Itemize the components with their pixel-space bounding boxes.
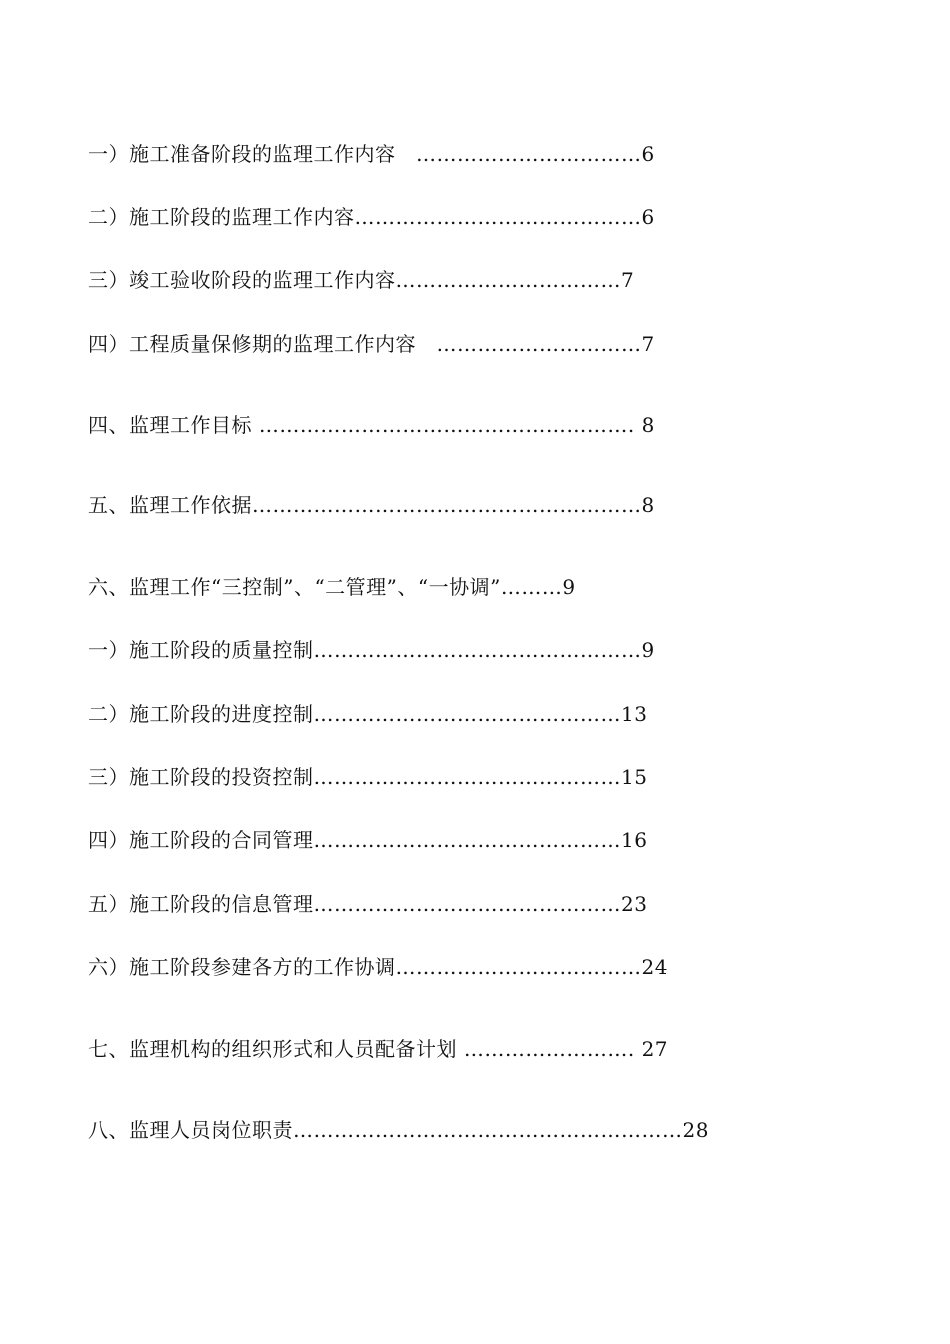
toc-entry[interactable]: 四）施工阶段的合同管理………………………………………16 bbox=[88, 828, 648, 852]
toc-entry[interactable]: 一）施工准备阶段的监理工作内容 ……………………………6 bbox=[88, 142, 655, 166]
toc-entry[interactable]: 五）施工阶段的信息管理………………………………………23 bbox=[88, 892, 648, 916]
toc-entry[interactable]: 三）竣工验收阶段的监理工作内容……………………………7 bbox=[88, 268, 635, 292]
toc-entry[interactable]: 七、监理机构的组织形式和人员配备计划 ……………………. 27 bbox=[88, 1037, 669, 1061]
toc-entry[interactable]: 四、监理工作目标 ………………………………………………. 8 bbox=[88, 413, 655, 437]
toc-entry[interactable]: 二）施工阶段的监理工作内容……………………………………6 bbox=[88, 205, 655, 229]
toc-entry[interactable]: 六）施工阶段参建各方的工作协调………………………………24 bbox=[88, 955, 668, 979]
toc-entry[interactable]: 六、监理工作“三控制”、“二管理”、“一协调”………9 bbox=[88, 575, 576, 599]
toc-entry[interactable]: 一）施工阶段的质量控制…………………………………………9 bbox=[88, 638, 655, 662]
toc-entry[interactable]: 五、监理工作依据…………………………………………………8 bbox=[88, 493, 655, 517]
toc-entry[interactable]: 四）工程质量保修期的监理工作内容 …………………………7 bbox=[88, 332, 655, 356]
toc-entry[interactable]: 三）施工阶段的投资控制………………………………………15 bbox=[88, 765, 648, 789]
toc-entry[interactable]: 八、监理人员岗位职责…………………………………………………28 bbox=[88, 1118, 709, 1142]
toc-entry[interactable]: 二）施工阶段的进度控制………………………………………13 bbox=[88, 702, 648, 726]
